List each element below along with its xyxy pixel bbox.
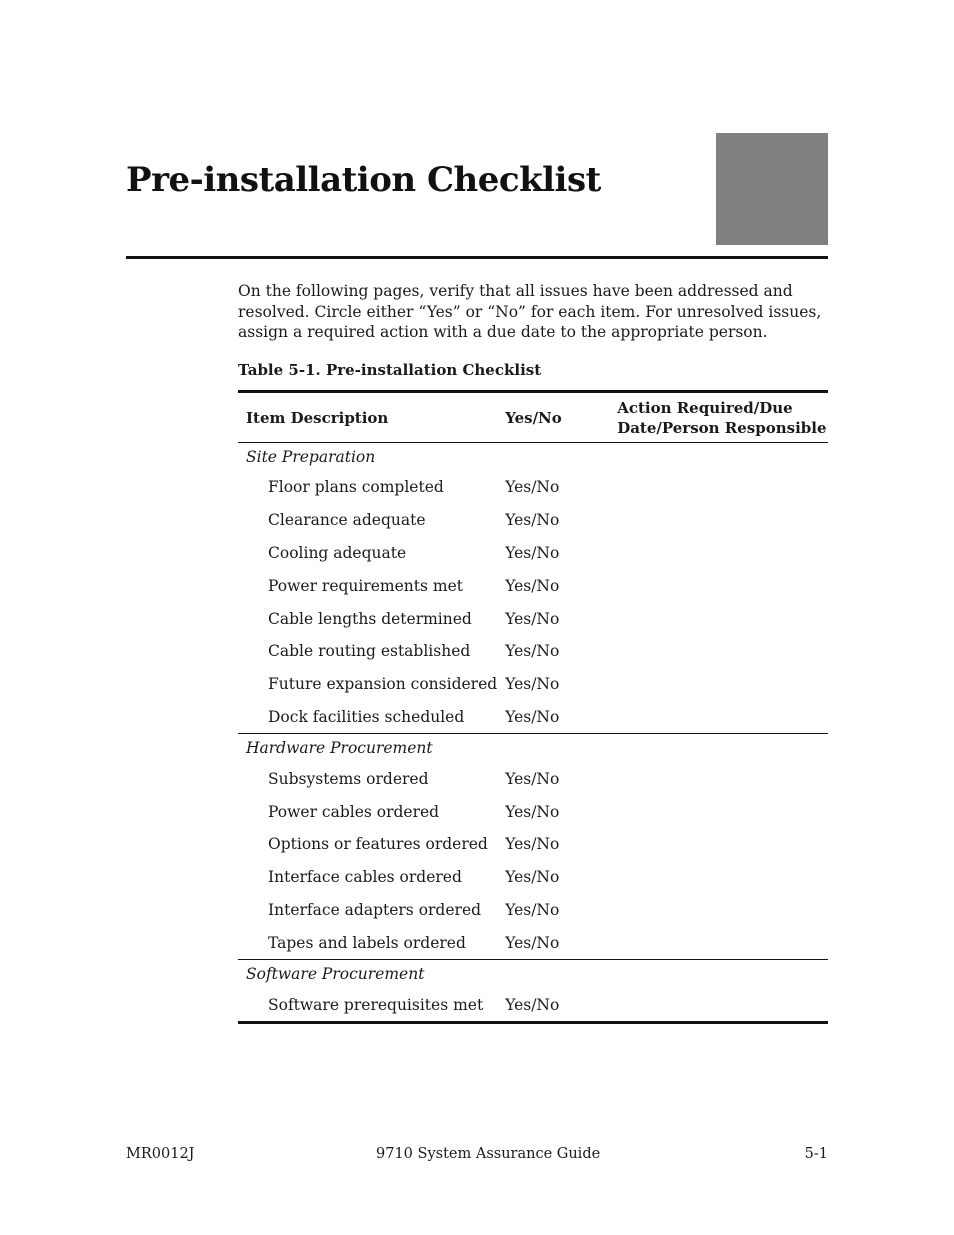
item-description-cell: Cable routing established [268, 642, 471, 661]
header-yes-no: Yes/No [497, 392, 609, 443]
table-row [238, 894, 828, 927]
item-description-cell: Power cables ordered [268, 802, 440, 821]
footer-page-number: 5-1 [804, 1146, 828, 1162]
table-row [238, 861, 828, 894]
action-required-cell [609, 569, 828, 602]
table-row [238, 668, 828, 701]
yes-no-cell: Yes/No [505, 802, 560, 821]
item-description-cell: Cooling adequate [268, 543, 407, 562]
table-row [238, 602, 828, 635]
table-row [238, 537, 828, 570]
item-description-cell: Subsystems ordered [268, 769, 429, 788]
table-caption: Table 5-1. Pre-installation Checklist [238, 361, 542, 379]
action-required-cell [609, 504, 828, 537]
table-row [238, 701, 828, 734]
table-row [238, 828, 828, 861]
action-required-cell [609, 861, 828, 894]
action-required-cell [609, 926, 828, 959]
yes-no-cell: Yes/No [505, 900, 560, 919]
action-required-cell [609, 988, 828, 1022]
item-description-cell: Floor plans completed [268, 478, 444, 497]
yes-no-cell: Yes/No [505, 868, 560, 887]
yes-no-cell: Yes/No [505, 675, 560, 694]
yes-no-cell: Yes/No [505, 642, 560, 661]
checklist-body [238, 443, 828, 1023]
item-description-cell: Cable lengths determined [268, 609, 472, 628]
yes-no-cell: Yes/No [505, 995, 560, 1014]
page-title: Pre-installation Checklist [126, 160, 601, 200]
item-description-cell: Clearance adequate [268, 511, 426, 530]
yes-no-cell: Yes/No [505, 933, 560, 952]
action-required-cell [609, 602, 828, 635]
item-description-cell: Power requirements met [268, 576, 463, 595]
yes-no-cell: Yes/No [505, 707, 560, 726]
yes-no-cell: Yes/No [505, 511, 560, 530]
action-required-cell [609, 894, 828, 927]
section-row [238, 960, 828, 989]
action-required-cell [609, 762, 828, 795]
header-item-description: Item Description [238, 392, 497, 443]
action-required-cell [609, 828, 828, 861]
section-title: Site Preparation [246, 448, 376, 466]
header-action-line1: Action Required/Due [617, 398, 793, 417]
section-title: Hardware Procurement [238, 734, 828, 763]
table-row [238, 988, 828, 1022]
action-required-cell [609, 471, 828, 504]
table-row [238, 635, 828, 668]
item-description-cell: Interface adapters ordered [268, 900, 482, 919]
action-required-cell [609, 537, 828, 570]
action-required-cell [609, 795, 828, 828]
table-row [238, 795, 828, 828]
header-action-line2: Date/Person Responsible [617, 418, 827, 437]
table-row [238, 471, 828, 504]
yes-no-cell: Yes/No [505, 543, 560, 562]
section-row [238, 734, 828, 763]
yes-no-cell: Yes/No [505, 769, 560, 788]
table-row [238, 569, 828, 602]
action-required-cell [609, 635, 828, 668]
table-header-row [238, 392, 828, 443]
yes-no-cell: Yes/No [505, 835, 560, 854]
yes-no-cell: Yes/No [505, 609, 560, 628]
item-description-cell: Options or features ordered [268, 835, 488, 854]
action-required-cell [609, 701, 828, 734]
yes-no-cell: Yes/No [505, 576, 560, 595]
table-row [238, 504, 828, 537]
action-required-cell [609, 668, 828, 701]
section-title: Software Procurement [238, 960, 828, 989]
yes-no-cell: Yes/No [505, 478, 560, 497]
footer-doc-id: MR0012J [126, 1146, 195, 1162]
header-action-required [609, 392, 828, 443]
item-description-cell: Tapes and labels ordered [268, 933, 466, 952]
title-rule [126, 256, 828, 259]
table-row [238, 926, 828, 959]
item-description-cell: Interface cables ordered [268, 868, 462, 887]
intro-paragraph: On the following pages, verify that all issues have been addressed and resolved. Circle either “Yes” or “No” for each item. For unresolved issues, assign a required action with a due date to the appropriate person. [238, 282, 822, 341]
section-row [238, 443, 828, 472]
chapter-tab-block [716, 133, 828, 245]
item-description-cell: Dock facilities scheduled [268, 707, 465, 726]
table-row [238, 762, 828, 795]
item-description-cell: Future expansion considered [268, 675, 498, 694]
item-description-cell: Software prerequisites met [268, 995, 484, 1014]
checklist-table [238, 390, 828, 1024]
footer-guide-title: 9710 System Assurance Guide [376, 1146, 601, 1162]
